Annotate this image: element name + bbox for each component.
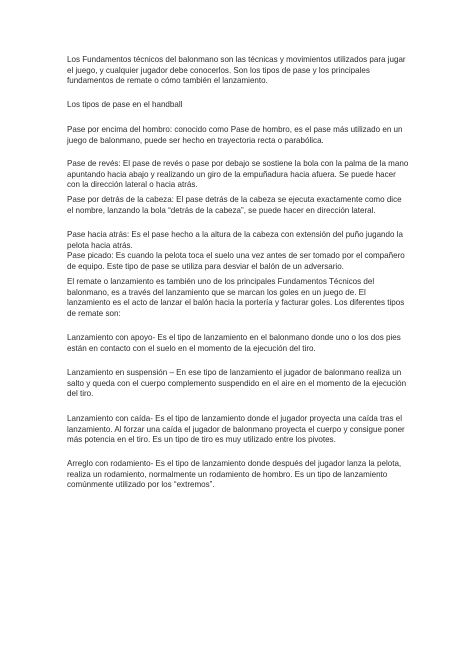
paragraph-rolling-shot: Arreglo con rodamiento- Es el tipo de lanzamiento donde después del jugador lanza la pelota, realiza un rodamiento, normalmente un rodamiento de hombro. Es un tipo de lanzamiento comúnmente utilizado por los “extremos”. [67, 459, 402, 489]
paragraph-falling-shot: Lanzamiento con caída- Es el tipo de lanzamiento donde el jugador proyecta una caída tras el lanzamiento. Al forzar una caída el jugador de balonmano proyecta el cuerpo y consigue poner más potencia en el tiro. Es un tipo de tiro es muy utilizado entre los pivotes. [67, 414, 405, 444]
paragraph-support-shot: Lanzamiento con apoyo- Es el tipo de lanzamiento en el balonmano donde uno o los dos pies están en contacto con el suelo en el momento de la ejecución del tiro. [67, 333, 401, 353]
paragraph-shooting-intro: El remate o lanzamiento es también uno de los principales Fundamentos Técnicos del balonmano, es a través del lanzamiento que se marcan los goles en un juego de. El lanzamiento es el acto de lanzar el balón hacia la portería y facturar goles. Los diferentes tipos de remate son: [67, 277, 405, 318]
paragraph-jump-shot: Lanzamiento en suspensión – En ese tipo de lanzamiento el jugador de balonmano realiza un salto y queda con el cuerpo complemento suspendido en el aire en el momento de la ejecución del tiro. [67, 368, 407, 398]
paragraph-shoulder-pass: Pase por encima del hombro: conocido como Pase de hombro, es el pase más utilizado en un juego de balonmano, puede ser hecho en trayectoria recta o parabólica. [67, 125, 403, 145]
paragraph-back-and-bounce-pass: Pase hacia atrás: Es el pase hecho a la altura de la cabeza con extensión del puño jugando la pelota hacia atrás. Pase picado: Es cuando la pelota toca el suelo una vez antes de ser tomado por el compañero de equipo. Este tipo de pase se utiliza para desviar el balón de un adversario. [67, 230, 405, 271]
paragraph-behind-head-pass: Pase por detrás de la cabeza: El pase detrás de la cabeza se ejecuta exactamente como dice el nombre, lanzando la bola “detrás de la cabeza”, se puede hacer en dirección lateral. [67, 195, 402, 215]
intro-paragraph: Los Fundamentos técnicos del balonmano son las técnicas y movimientos utilizados para jugar el juego, y cualquier jugador debe conocerlos. Son los tipos de pase y los principales fundamentos de remate o cómo también el lanzamiento. [67, 55, 406, 85]
paragraph-reverse-pass: Pase de revés: El pase de revés o pase por debajo se sostiene la bola con la palma de la mano apuntando hacia abajo y realizando un giro de la empuñadura hacia afuera. Se puede hacer con la dirección lateral o hacia atrás. [67, 159, 409, 189]
section-heading-pass-types: Los tipos de pase en el handball [67, 100, 183, 109]
